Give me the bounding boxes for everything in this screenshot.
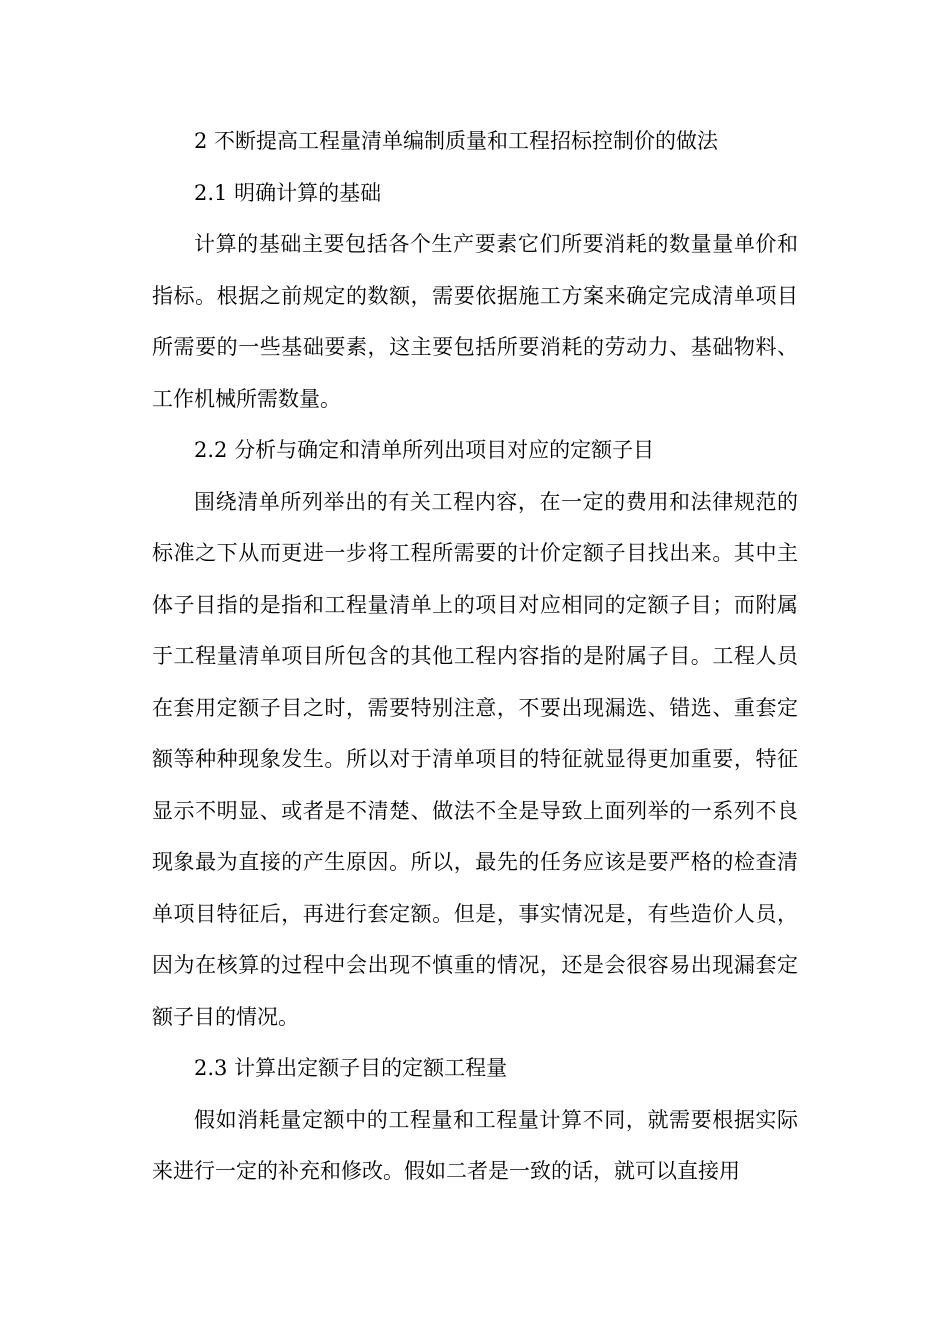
paragraph-2-1: 计算的基础主要包括各个生产要素它们所要消耗的数量量单价和指标。根据之前规定的数额，需要依据施工方案来确定完成清单项目所需要的一些基础要素，这主要包括所要消耗的劳动力、基础物料、工作机械所需数量。: [152, 232, 798, 411]
document-body: [152, 116, 798, 1198]
section-heading-2: 2 不断提高工程量清单编制质量和工程招标控制价的做法: [194, 129, 719, 153]
subsection-heading-2-3: 2.3 计算出定额子目的定额工程量: [194, 1056, 508, 1080]
subsection-heading-2-2: 2.2 分析与确定和清单所列出项目对应的定额子目: [194, 438, 655, 462]
subsection-heading-2-1: 2.1 明确计算的基础: [194, 180, 382, 205]
paragraph-2-3: 假如消耗量定额中的工程量和工程量计算不同，就需要根据实际来进行一定的补充和修改。假如二者是一致的话，就可以直接用: [152, 1107, 798, 1183]
paragraph-2-2: 围绕清单所列举出的有关工程内容，在一定的费用和法律规范的标准之下从而更进一步将工程所需要的计价定额子目找出来。其中主体子目指的是指和工程量清单上的项目对应相同的定额子目；而附属于工程量清单项目所包含的其他工程内容指的是附属子目。工程人员在套用定额子目之时，需要特别注意，不要出现漏选、错选、重套定额等种种现象发生。所以对于清单项目的特征就显得更加重要，特征显示不明显、或者是不清楚、做法不全是导致上面列举的一系列不良现象最为直接的产生原因。所以，最先的任务应该是要严格的检查清单项目特征后，再进行套定额。但是，事实情况是，有些造价人员，因为在核算的过程中会出现不慎重的情况，还是会很容易出现漏套定额子目的情况。: [152, 489, 798, 1029]
